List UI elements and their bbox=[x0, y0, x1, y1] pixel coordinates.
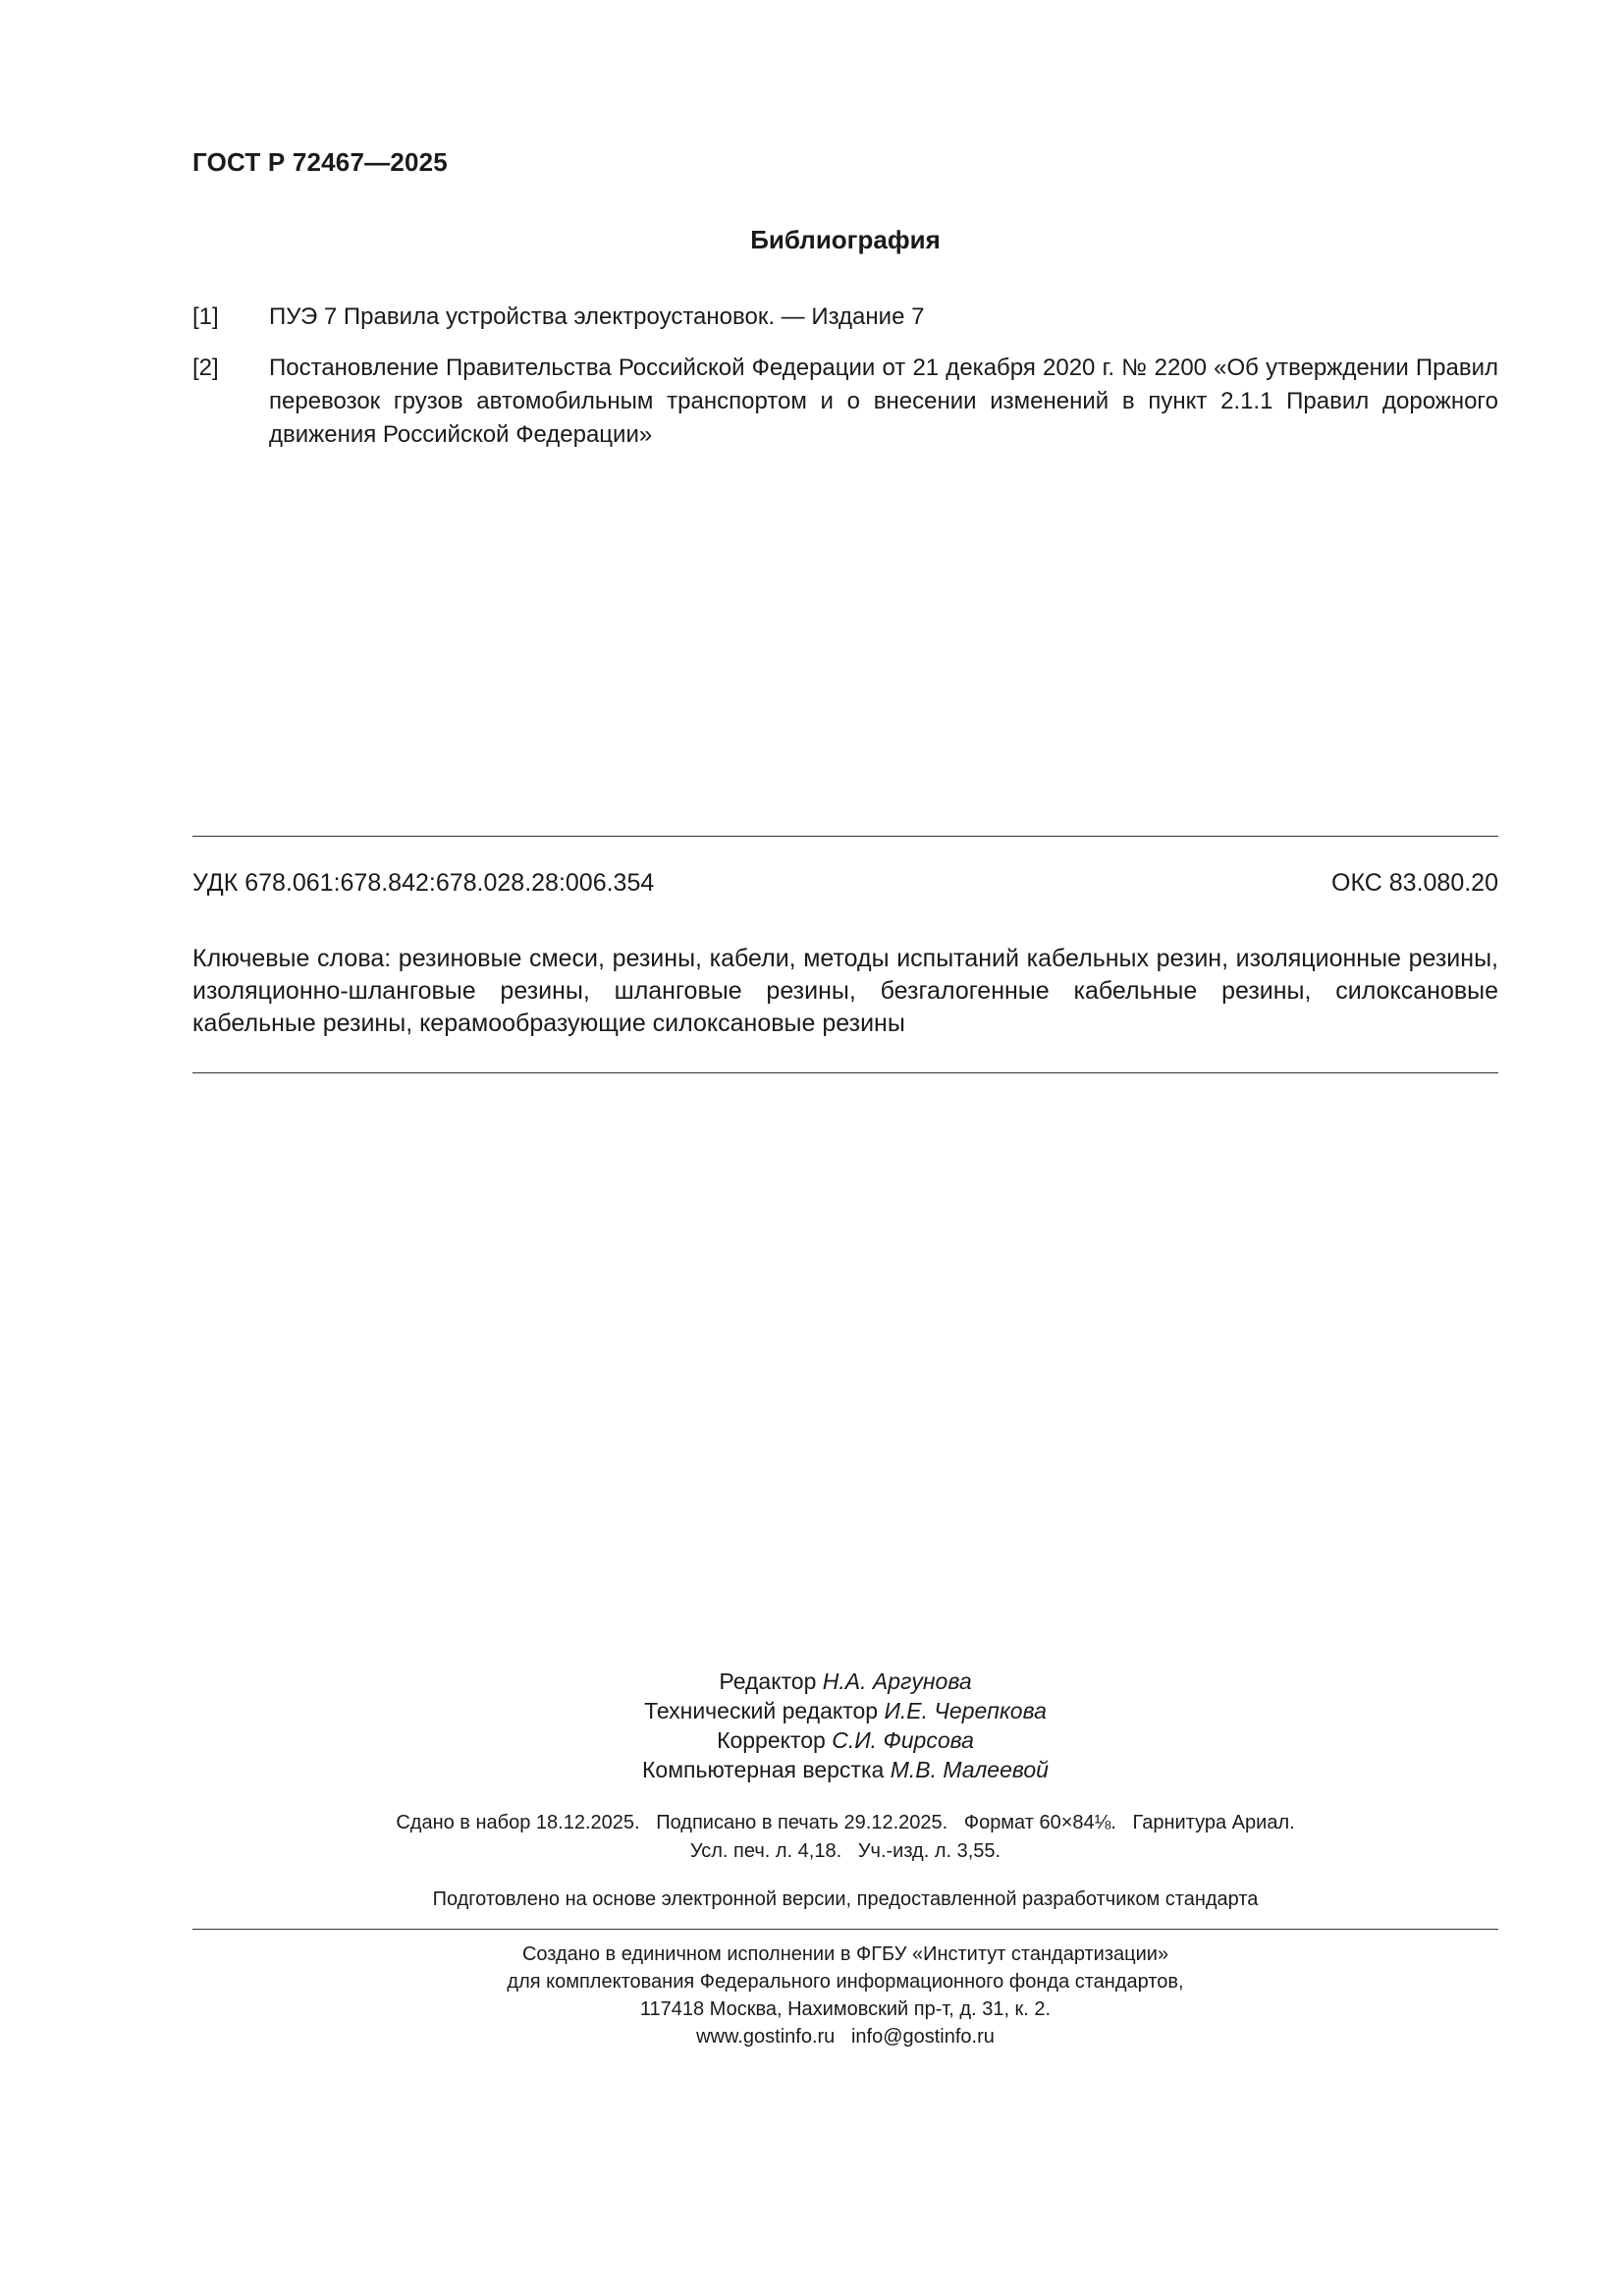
edition-sheets: Уч.-изд. л. 3,55. bbox=[857, 1840, 1001, 1862]
divider-top bbox=[192, 836, 1498, 837]
bibliography-item-text: ПУЭ 7 Правила устройства электроустановок. — Издание 7 bbox=[269, 303, 925, 330]
typeface: Гарнитура Ариал. bbox=[1132, 1812, 1295, 1833]
print-info-line-2 bbox=[192, 1837, 1498, 1866]
publisher-line-1: Создано в единичном исполнении в ФГБУ «Институт стандартизации» bbox=[521, 1943, 1169, 1965]
bibliography-list bbox=[192, 301, 1498, 469]
credit-name: И.Е. Черепкова bbox=[884, 1698, 1047, 1723]
credit-tech-editor bbox=[192, 1696, 1498, 1725]
print-info-block bbox=[192, 1809, 1498, 1866]
classification-row bbox=[192, 869, 1498, 898]
paper-format: Формат 60×84⅛. bbox=[963, 1812, 1116, 1833]
udk-code: УДК 678.061:678.842:678.028.28:006.354 bbox=[192, 869, 655, 897]
credit-role: Компьютерная верстка bbox=[642, 1757, 885, 1782]
bibliography-item bbox=[192, 301, 1498, 334]
prepared-note: Подготовлено на основе электронной версии, предоставленной разработчиком стандарта bbox=[432, 1888, 1259, 1910]
divider-publisher bbox=[192, 1929, 1498, 1930]
bibliography-item bbox=[192, 352, 1498, 452]
bibliography-item-text: Постановление Правительства Российской Федерации от 21 декабря 2020 г. № 2200 «Об утверждении Правил перевозок грузов автомобильным транспортом и о внесении изменений в пункт 2.1.1 Правил дорожного движения Российской Федерации» bbox=[269, 355, 1498, 448]
website-link[interactable]: www.gostinfo.ru bbox=[696, 2026, 836, 2048]
publisher-line-2: для комплектования Федерального информационного фонда стандартов, bbox=[507, 1971, 1184, 1993]
standard-number: ГОСТ Р 72467—2025 bbox=[192, 147, 448, 177]
publisher-web bbox=[192, 2023, 1498, 2050]
bibliography-title: Библиография bbox=[750, 225, 941, 254]
credit-role: Технический редактор bbox=[644, 1698, 879, 1723]
email-link[interactable]: info@gostinfo.ru bbox=[850, 2026, 995, 2048]
submitted-date: Сдано в набор 18.12.2025. bbox=[396, 1812, 640, 1833]
credit-name: Н.А. Аргунова bbox=[822, 1668, 972, 1694]
print-sheets: Усл. печ. л. 4,18. bbox=[689, 1840, 842, 1862]
publisher-block bbox=[192, 1941, 1498, 2050]
credit-name: М.В. Малеевой bbox=[890, 1757, 1049, 1782]
oks-code: ОКС 83.080.20 bbox=[1331, 869, 1498, 897]
credit-role: Корректор bbox=[717, 1727, 826, 1753]
credit-layout bbox=[192, 1755, 1498, 1784]
publisher-address: 117418 Москва, Нахимовский пр-т, д. 31, к. 2. bbox=[639, 1998, 1052, 2020]
signed-date: Подписано в печать 29.12.2025. bbox=[656, 1812, 948, 1833]
credit-proofreader bbox=[192, 1725, 1498, 1755]
bibliography-item-number: [2] bbox=[192, 355, 219, 381]
credit-role: Редактор bbox=[719, 1668, 817, 1694]
keywords-paragraph: Ключевые слова: резиновые смеси, резины, кабели, методы испытаний кабельных резин, изоляционные резины, изоляционно-шланговые резины, шланговые резины, безгалогенные кабельные резины, силоксановые кабельные резины, керамообразующие силоксановые резины bbox=[192, 945, 1498, 1037]
bibliography-item-number: [1] bbox=[192, 303, 219, 330]
credit-name: С.И. Фирсова bbox=[832, 1727, 974, 1753]
credit-editor bbox=[192, 1667, 1498, 1696]
credits-block bbox=[192, 1667, 1498, 1784]
divider-keywords bbox=[192, 1072, 1498, 1073]
print-info-line-1 bbox=[192, 1809, 1498, 1837]
